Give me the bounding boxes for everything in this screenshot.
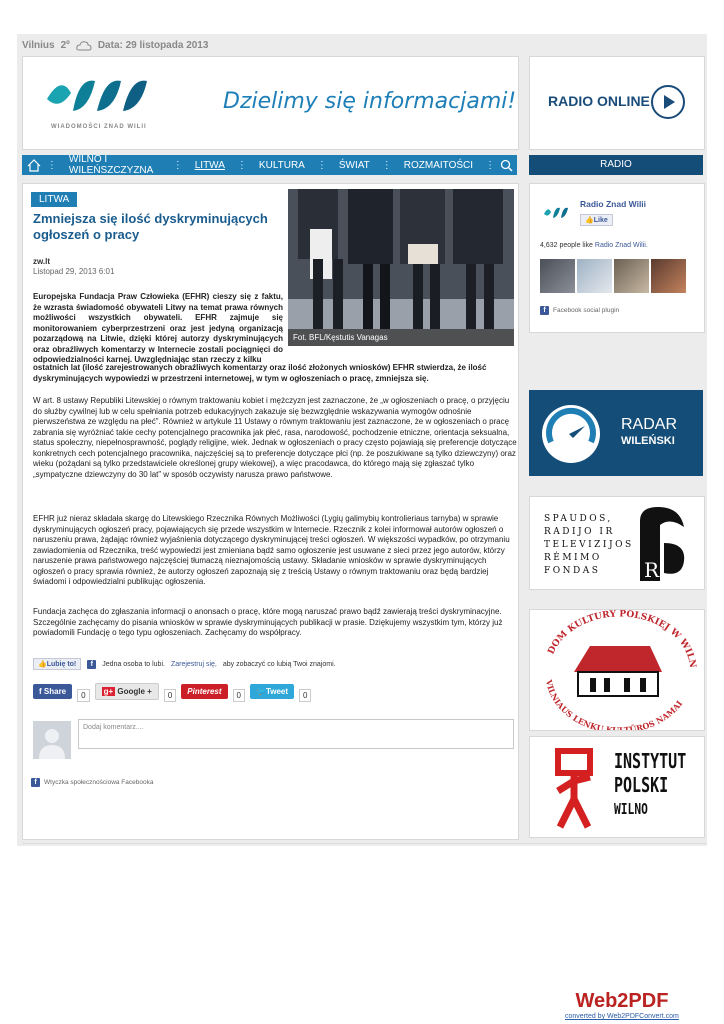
radar-wilenski-banner[interactable] [529, 390, 703, 476]
spaudos-line: SPAUDOS, [544, 514, 613, 524]
spaudos-text [544, 513, 634, 578]
tweet-button[interactable] [250, 684, 294, 699]
nav-separator: ⋮ [172, 159, 183, 171]
instytut-polski-banner[interactable] [529, 736, 705, 838]
site-slogan: Dzielimy się informacjami! [223, 89, 517, 114]
instytut-line: POLSKI [614, 773, 669, 797]
nav-separator: ⋮ [381, 159, 392, 171]
facebook-icon: f [540, 306, 549, 315]
fan-photo[interactable] [651, 259, 686, 293]
temperature: 2º [60, 40, 70, 51]
spaudos-line: RĖMIMO [544, 553, 602, 563]
radio-tab[interactable]: RADIO [529, 155, 703, 175]
google-plus-button[interactable] [95, 683, 159, 700]
gauge-icon [539, 402, 603, 466]
nav-item-wilno[interactable]: WILNO I WILEŃSZCZYZNA [68, 154, 154, 176]
date-label: Data: 29 listopada 2013 [97, 40, 209, 51]
article-title: Zmniejsza się ilość dyskryminujących ogłoszeń o pracy [33, 211, 268, 242]
fb-page-like-label: Like [593, 217, 608, 224]
article-paragraph: W art. 8 ustawy Republiki Litewskiej o równym traktowaniu kobiet i mężczyzn jest zaznaczone, że „w ogłoszeniach o pracę, o przyjęciu do służby cywilnej lub w celu spełniania potrzeb edukacyjnych zakazuje się bezwzględnie wskazywania wymogów odnośnie pierwszeństwa ze względu na płeć”. Również w artykule 11 Ustawy o równym traktowaniu jest zaznaczone, że w ogłoszeniach o pracę zabrania się wyróżniać takie cechy potencjalnego pracownika jak płeć, rasa, narodowość, pochodzenie etniczne, orientacja seksualna, status społeczny, niepełnosprawność, poglądy religijne, wiek. Jednak w ogłoszeniach o pracy często pojawiają się preferencje dotyczące konkretnych cech potencjalnego pracownika, najczęściej są to preferencje dotyczące płci (np. że poszukiwane są tylko dziewczyny) oraz wieku (pożądani są tylko przedstawiciele określonej grupy wiekowej), a więc pracodawca, do którego mają się zgłaszać tylko „sympatyczne dziewczyny do 30 lat” w sposób oczywisty narusza prawo państwowe. [33, 396, 517, 479]
nav-item-swiat[interactable]: ŚWIAT [338, 159, 370, 171]
avatar [33, 721, 71, 759]
radio-online-label[interactable]: RADIO ONLINE [548, 93, 650, 109]
web2pdf-link[interactable]: converted by Web2PDFConvert.com [565, 1013, 679, 1020]
instytut-text [614, 749, 686, 821]
article-paragraph: EFHR już nieraz składała skargę do Litewskiego Rzecznika Równych Możliwości (Lygių galimybių kontrolieriaus tarnyba) w sprawie dyskryminujących ogłoszeń pracy, pojawiających się przede wszystkim w Internecie. Rzecznik z kolei informował autorów ogłoszeń o naruszeniu prawa, żądając również wyjaśnienia dotyczącego dyskryminującej treści ogłoszeń. W większości wypadków, po otrzymaniu zawiadomienia od Rzecznika, treść wypowiedzi jest zmieniana bądź samo ogłoszenie jest usuwane z sieci przez jego autorów, którzy naruszenie prawa państwowego najczęściej tłumaczą nieznajomością ustawy. Składanie wniosków w sprawie dyskryminujących ogłoszeń o pracy sprawia również, że autorzy ogłoszeń zapoznają się z treścią Ustawy o równym traktowaniu oraz będą bardziej świadomi i odpowiedzialni publikując ogłoszenia. [33, 514, 510, 586]
category-tag[interactable]: LITWA [31, 192, 77, 207]
search-button[interactable] [495, 159, 517, 172]
spaudos-line: RADIJO IR [544, 527, 615, 537]
fb-page-like-button[interactable]: 👍Like [580, 214, 613, 226]
fb-social-plugin-note [540, 306, 619, 315]
dom-kultury-bottom-text: VILNIAUS LENKŲ K TŪROS NAMAI [543, 678, 685, 730]
spaudos-line: TELEVIZIJOS [544, 540, 634, 550]
article-paragraph: Fundacja zachęca do zgłaszania informacji o anonsach o pracę, które mogą naruszać prawo bądź zawierają treści dyskryminacyjne. Szczególnie zachęcamy do pisania wniosków w sprawie dyskryminujących publikacji w prasie. Dziękujemy wszystkim tym, którzy już powiadomili Fundację o tego typu ogłoszeniach. Zachęcamy do współpracy. [33, 607, 503, 637]
radio-logo-icon [542, 204, 574, 220]
people-sitting-image [288, 189, 514, 346]
share-label: Share [43, 687, 67, 696]
article [22, 183, 519, 840]
spaudos-fondas-banner[interactable] [529, 496, 705, 590]
like-button-label: Lubię to! [46, 661, 77, 668]
web2pdf-watermark[interactable] [565, 990, 679, 1020]
photo-caption: Fot. BFL/Kęstutis Vanagas [288, 329, 514, 346]
pinterest-count: 0 [233, 689, 245, 702]
share-buttons [33, 681, 311, 702]
article-lead: Europejska Fundacja Praw Człowieka (EFHR) cieszy się z faktu, że wzrasta świadomość obywateli Litwy na temat prawa równych możliwości wszystkich obywateli. EFHR zajmuje się monitorowaniem cyberprzestrzeni oraz jest jedyną organizacją pozarządową na Litwie, dzięki której autorzy dyskryminujących oraz obraźliwych komentarzy w Internecie zostali pociągnięci do odpowiedzialności karnej. Uwzględniając stan rzeczy z kilku [33, 292, 283, 364]
instytut-figure-logo [554, 747, 594, 831]
nav-item-litwa[interactable]: LITWA [194, 159, 225, 171]
pinterest-button[interactable]: Pinterest [181, 684, 227, 699]
logo-text: WIADOMOŚCI ZNAD WILII [51, 124, 147, 130]
instytut-line: WILNO [614, 800, 648, 818]
web2pdf-logo: Web2PDF [575, 990, 669, 1012]
nav-separator: ⋮ [316, 159, 327, 171]
fb-social-plugin-label: Facebook social plugin [553, 307, 620, 314]
nav-separator: ⋮ [46, 159, 57, 171]
facebook-plugin-note [31, 778, 153, 787]
instytut-line: INSTYTUT [614, 749, 687, 773]
city-label: Vilnius [22, 40, 55, 51]
facebook-icon: f [87, 660, 96, 669]
nav-item-rozmaitosci[interactable]: ROZMAITOŚCI [403, 159, 474, 171]
article-date: Listopad 29, 2013 6:01 [33, 267, 115, 276]
nav-item-kultura[interactable]: KULTURA [258, 159, 305, 171]
twitter-icon: 🐦 [255, 687, 266, 696]
article-lead-continued: ostatnich lat (ilość zarejestrowanych obraźliwych komentarzy oraz ilość złożonych wniosków) EFHR stwierdza, że ilość dyskryminujących wypowiedzi w przestrzeni internetowej, w tym w ogłoszeniach o pracę, zmniejsza się. [33, 363, 487, 383]
fan-photo[interactable] [577, 259, 612, 293]
spaudos-line: FONDAS [544, 566, 601, 576]
facebook-page-widget [529, 183, 705, 333]
facebook-icon: f [39, 687, 44, 696]
like-info-text: aby zobaczyć co lubią Twoi znajomi. [222, 660, 336, 668]
fb-like-count-text: 4,632 people like [540, 242, 593, 249]
play-icon [653, 87, 683, 117]
fb-page-name[interactable]: Radio Znad Wilii [580, 199, 647, 209]
home-icon [27, 159, 41, 172]
google-plus-count: 0 [164, 689, 176, 702]
facebook-share-button[interactable] [33, 684, 72, 699]
comment-input[interactable]: Dodaj komentarz.... [78, 719, 514, 749]
radio-online-panel[interactable] [529, 56, 705, 150]
nav-separator: ⋮ [236, 159, 247, 171]
site-logo[interactable] [39, 71, 159, 123]
site-header [22, 56, 519, 150]
dom-kultury-top-text: DOM KULTURY POLSKIEJ W WILN [546, 610, 698, 669]
tweet-count: 0 [299, 689, 311, 702]
dom-kultury-banner[interactable] [529, 609, 705, 731]
tweet-label: Tweet [265, 687, 289, 696]
bottom-panel [22, 843, 707, 854]
dom-kultury-logo [530, 610, 704, 730]
share-count: 0 [77, 689, 89, 702]
radar-subtitle: WILEŃSKI [621, 435, 675, 447]
register-link[interactable]: Zarejestruj się, [170, 660, 217, 668]
google-plus-icon: g+ [103, 687, 114, 696]
google-plus-label: Google + [117, 687, 152, 696]
facebook-icon: f [31, 778, 40, 787]
play-button[interactable] [651, 85, 685, 119]
facebook-plugin-label: Wtyczka społecznościowa Facebooka [44, 779, 154, 786]
search-icon [500, 159, 513, 172]
article-photo [288, 189, 514, 346]
fb-like-count [540, 242, 648, 249]
like-button[interactable]: 👍Lubię to! [33, 658, 81, 670]
main-nav [22, 155, 517, 175]
article-author: zw.lt [33, 257, 51, 266]
cloud-icon [76, 41, 92, 51]
fb-fan-photos [540, 259, 686, 293]
top-bar [22, 40, 208, 51]
fan-photo[interactable] [540, 259, 575, 293]
fondas-logo [630, 503, 696, 583]
radar-title: RADAR [621, 416, 678, 433]
like-count-text: Jedna osoba to lubi. [102, 660, 165, 668]
facebook-like-row [33, 658, 336, 670]
user-silhouette-icon [33, 721, 71, 759]
svg-text:R: R [644, 558, 660, 582]
home-button[interactable] [22, 159, 47, 172]
fan-photo[interactable] [614, 259, 649, 293]
fb-page-link[interactable]: Radio Znad Wilii. [594, 242, 648, 249]
nav-separator: ⋮ [485, 159, 496, 171]
